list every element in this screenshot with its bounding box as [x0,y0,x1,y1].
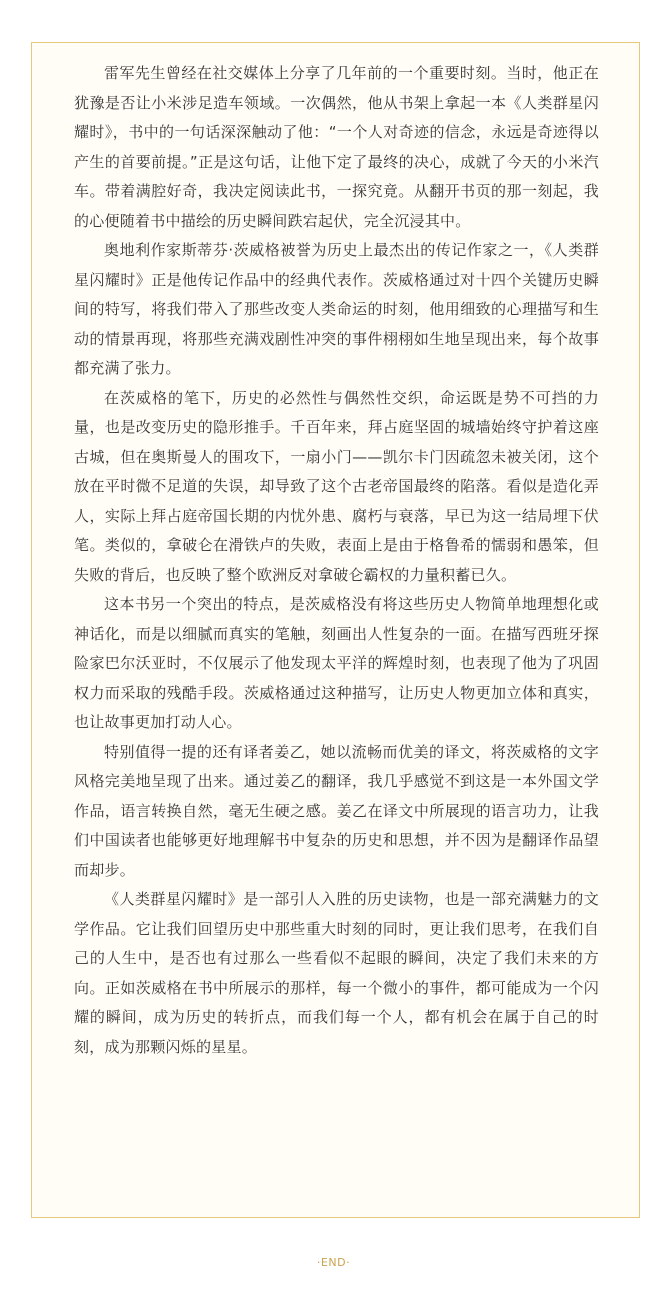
article-frame [31,42,640,1218]
end-marker: ·END· [316,1256,351,1269]
paragraph-6: 《人类群星闪耀时》是一部引人入胜的历史读物，也是一部充满魅力的文学作品。它让我们回望历史中那些重大时刻的同时，更让我们思考，在我们自己的人生中，是否也有过那么一些看似不起眼的瞬间，决定了我们未来的方向。正如茨威格在书中所展示的那样，每一个微小的事件，都可能成为一个闪耀的瞬间，成为历史的转折点，而我们每一个人，都有机会在属于自己的时刻，成为那颗闪烁的星星。 [74,890,599,1056]
paragraph-5: 特别值得一提的还有译者姜乙，她以流畅而优美的译文，将茨威格的文字风格完美地呈现了出来。通过姜乙的翻译，我几乎感觉不到这是一本外国文学作品，语言转换自然，毫无生硬之感。姜乙在译文中所展现的语言功力，让我们中国读者也能够更好地理解书中复杂的历史和思想，并不因为是翻译作品望而却步。 [74,742,599,879]
paragraph-3: 在茨威格的笔下，历史的必然性与偶然性交织，命运既是势不可挡的力量，也是改变历史的隐形推手。千百年来，拜占庭坚固的城墙始终守护着这座古城，但在奥斯曼人的围攻下，一扇小门——凯尔卡门因疏忽未被关闭，这个放在平时微不足道的失误，却导致了这个古老帝国最终的陷落。看似是造化弄人，实际上拜占庭帝国长期的内忧外患、腐朽与衰落，早已为这一结局埋下伏笔。类似的，拿破仑在滑铁卢的失败，表面上是由于格鲁希的懦弱和愚笨，但失败的背后，也反映了整个欧洲反对拿破仑霸权的力量积蓄已久。 [74,388,599,584]
paragraph-4: 这本书另一个突出的特点，是茨威格没有将这些历史人物简单地理想化或神话化，而是以细腻而真实的笔触，刻画出人性复杂的一面。在描写西班牙探险家巴尔沃亚时，不仅展示了他发现太平洋的辉煌时刻，也表现了他为了巩固权力而采取的残酷手段。茨威格通过这种描写，让历史人物更加立体和真实，也让故事更加打动人心。 [74,595,599,731]
paragraph-1: 雷军先生曾经在社交媒体上分享了几年前的一个重要时刻。当时，他正在犹豫是否让小米涉足造车领域。一次偶然，他从书架上拿起一本《人类群星闪耀时》，书中的一句话深深触动了他：“一个人对奇迹的信念，永远是奇迹得以产生的首要前提。”正是这句话，让他下定了最终的决心，成就了今天的小米汽车。带着满腔好奇，我决定阅读此书，一探究竟。从翻开书页的那一刻起，我的心便随着书中描绘的历史瞬间跌宕起伏，完全沉浸其中。 [74,64,599,230]
paragraph-2: 奥地利作家斯蒂芬·茨威格被誉为历史上最杰出的传记作家之一，《人类群星闪耀时》正是他传记作品中的经典代表作。茨威格通过对十四个关键历史瞬间的特写，将我们带入了那些改变人类命运的时刻，他用细致的心理描写和生动的情景再现，将那些充满戏剧性冲突的事件栩栩如生地呈现出来，每个故事都充满了张力。 [74,241,599,377]
